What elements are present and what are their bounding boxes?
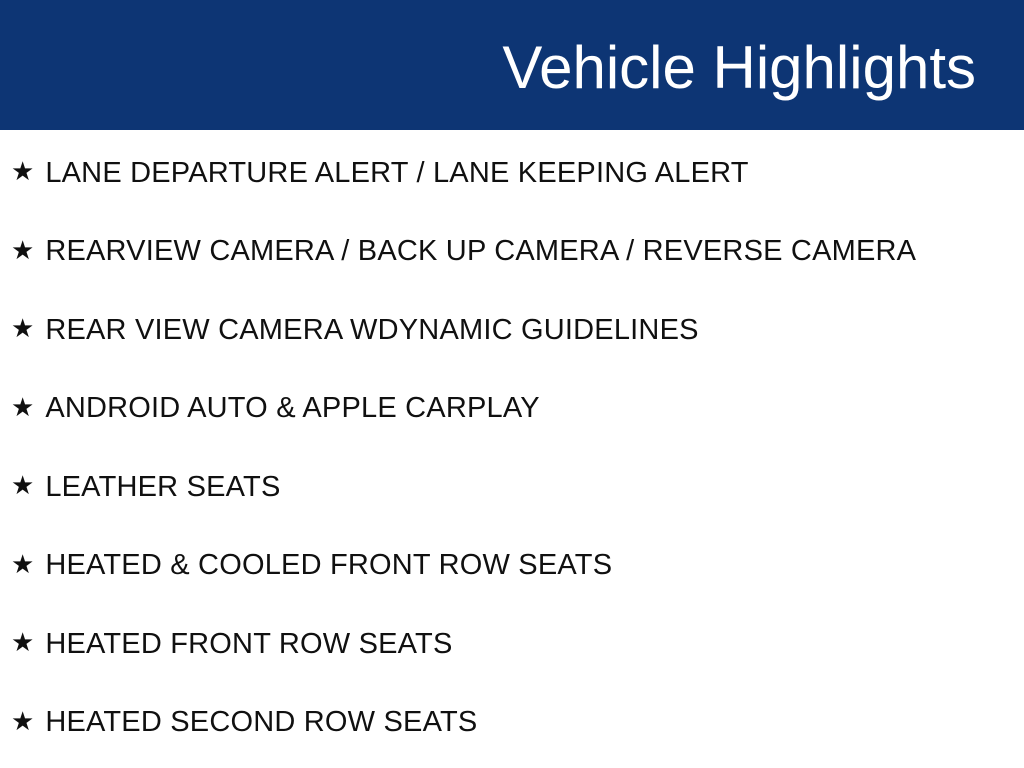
list-item: [11, 213, 1024, 292]
list-item: [11, 370, 1024, 449]
list-item-label: HEATED FRONT ROW SEATS: [45, 627, 453, 660]
list-item: [11, 684, 1024, 763]
highlights-list: [0, 130, 1024, 762]
star-bullet-icon: ★: [11, 706, 35, 737]
list-item: [11, 291, 1024, 370]
list-item-label: LANE DEPARTURE ALERT / LANE KEEPING ALERT: [45, 156, 749, 189]
list-item: [11, 605, 1024, 684]
slide-header: [0, 0, 1024, 130]
page-title: Vehicle Highlights: [502, 33, 976, 101]
list-item-label: ANDROID AUTO & APPLE CARPLAY: [45, 392, 540, 425]
star-bullet-icon: ★: [11, 549, 35, 580]
list-item: [11, 527, 1024, 606]
star-bullet-icon: ★: [11, 628, 35, 659]
star-bullet-icon: ★: [11, 157, 35, 188]
list-item-label: HEATED & COOLED FRONT ROW SEATS: [45, 549, 613, 582]
star-bullet-icon: ★: [11, 314, 35, 345]
list-item: [11, 134, 1024, 213]
star-bullet-icon: ★: [11, 392, 35, 423]
list-item: [11, 448, 1024, 527]
star-bullet-icon: ★: [11, 471, 35, 502]
list-item-label: LEATHER SEATS: [45, 470, 281, 503]
list-item-label: REAR VIEW CAMERA WDYNAMIC GUIDELINES: [45, 313, 699, 346]
list-item-label: REARVIEW CAMERA / BACK UP CAMERA / REVERSE CAMERA: [45, 235, 917, 268]
star-bullet-icon: ★: [11, 235, 35, 266]
list-item-label: HEATED SECOND ROW SEATS: [45, 706, 478, 739]
